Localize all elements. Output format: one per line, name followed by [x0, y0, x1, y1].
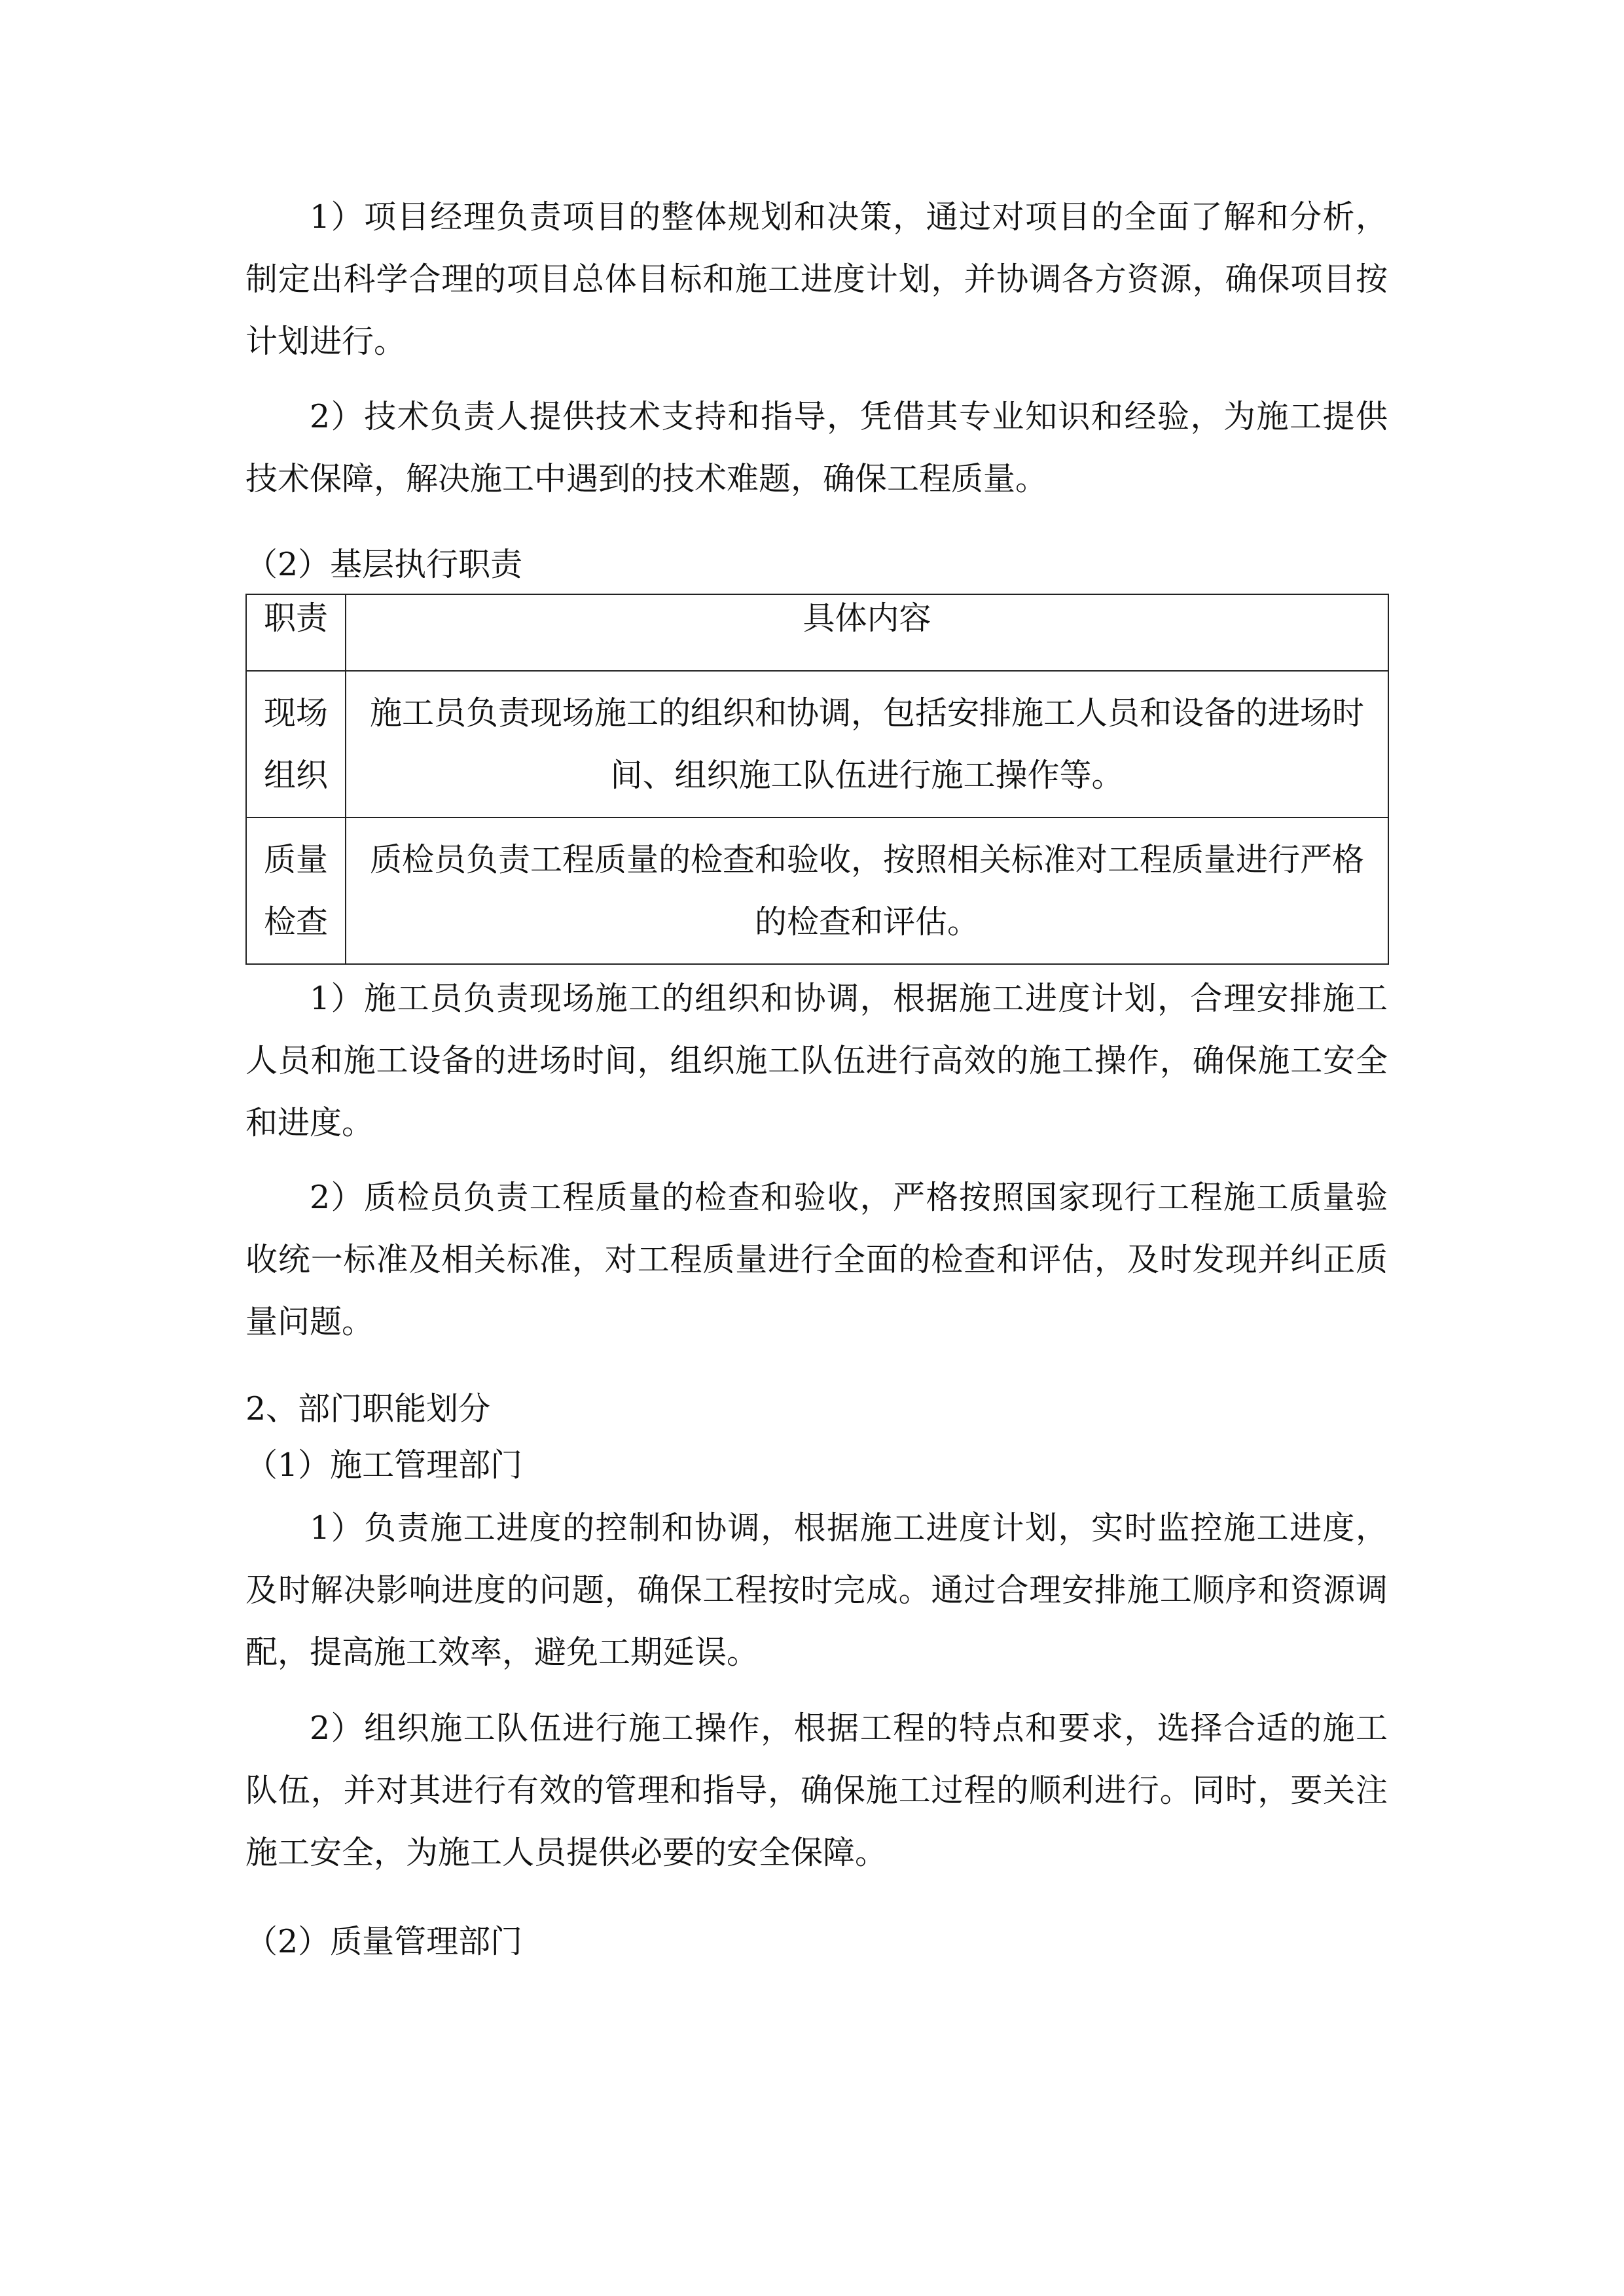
table-cell-content: 质检员负责工程质量的检查和验收，按照相关标准对工程质量进行严格的检查和评估。 [346, 817, 1388, 964]
paragraph-schedule-control: 1）负责施工进度的控制和协调，根据施工进度计划，实时监控施工进度，及时解决影响进度的问题，确保工程按时完成。通过合理安排施工顺序和资源调配，提高施工效率，避免工期延误。 [245, 1509, 1388, 1671]
paragraph-site-staff: 1）施工员负责现场施工的组织和协调，根据施工进度计划，合理安排施工人员和施工设备的进场时间，组织施工队伍进行高效的施工操作，确保施工安全和进度。 [245, 980, 1388, 1141]
paragraph-team-organization: 2）组织施工队伍进行施工操作，根据工程的特点和要求，选择合适的施工队伍，并对其进行有效的管理和指导，确保施工过程的顺利进行。同时，要关注施工安全，为施工人员提供必要的安全保障。 [245, 1710, 1388, 1871]
subsection-heading-construction-management: （1）施工管理部门 [245, 1446, 523, 1484]
paragraph-quality-inspector: 2）质检员负责工程质量的检查和验收，严格按照国家现行工程施工质量验收统一标准及相关标准，对工程质量进行全面的检查和评估，及时发现并纠正质量问题。 [245, 1179, 1388, 1340]
subsection-heading-quality-management: （2）质量管理部门 [245, 1923, 523, 1960]
table-header-cell: 具体内容 [346, 594, 1388, 671]
paragraph-project-manager: 1）项目经理负责项目的整体规划和决策，通过对项目的全面了解和分析，制定出科学合理的项目总体目标和施工进度计划，并协调各方资源，确保项目按计划进行。 [245, 198, 1388, 360]
section-heading-department-functions: 2、部门职能划分 [245, 1390, 491, 1427]
table-row [246, 817, 1388, 964]
table-cell-content: 施工员负责现场施工的组织和协调，包括安排施工人员和设备的进场时间、组织施工队伍进行施工操作等。 [346, 671, 1388, 817]
duty-table [245, 594, 1389, 965]
table-row [246, 671, 1388, 817]
table-header-cell: 职责 [246, 594, 346, 671]
table-cell-duty: 现场组织 [246, 671, 346, 817]
section-heading-basic-duties: （2）基层执行职责 [245, 546, 523, 583]
table-cell-duty: 质量检查 [246, 817, 346, 964]
table-header-row [246, 594, 1388, 671]
paragraph-technical-lead: 2）技术负责人提供技术支持和指导，凭借其专业知识和经验，为施工提供技术保障，解决施工中遇到的技术难题，确保工程质量。 [245, 398, 1388, 497]
